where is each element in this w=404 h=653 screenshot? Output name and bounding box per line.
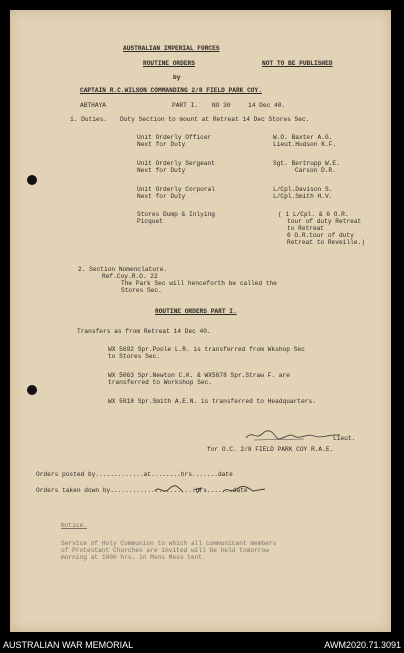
catalogue-number: AWM2020.71.3091	[324, 640, 401, 650]
duty-name: Lieut.Hudson K.F.	[273, 141, 337, 148]
duty-name: Carson D.R.	[295, 167, 336, 174]
notice-text: morning at 1000 hrs. in Mens Mess tent.	[61, 554, 206, 561]
transfer-entry: WX 5063 Spr.Newton C.K. & WX5878 Spr.Straw F. are	[108, 372, 290, 379]
picquet-detail: ( 1 L/Cpl. & 6 O.R.	[278, 211, 349, 218]
picquet-detail: tour of duty Retreat	[287, 218, 362, 225]
duty-role: Next for Duty	[137, 167, 186, 174]
notice-text: of Protestant Churches are invited will be held tomorrow	[61, 547, 269, 554]
section2-heading: 2. Section Nomenclature.	[78, 266, 168, 273]
transfer-entry: to Stores Sec.	[108, 353, 160, 360]
caption-bar	[0, 637, 404, 653]
order-number: NO 30	[212, 102, 231, 109]
by-label: by	[173, 74, 181, 81]
transfer-entry: transferred to Workshop Sec.	[108, 379, 212, 386]
duty-role: Unit Orderly Sergeant	[137, 160, 215, 167]
punch-hole	[27, 385, 37, 395]
picquet-detail: 6 O.R.tour of duty	[287, 232, 354, 239]
duty-role: Unit Orderly Officer	[137, 134, 212, 141]
duty-role: Picquet	[137, 218, 163, 225]
punch-hole	[27, 175, 37, 185]
picquet-detail: Retreat to Reveille.)	[287, 239, 365, 246]
part2-heading: ROUTINE ORDERS PART I.	[155, 308, 237, 315]
restriction-label: NOT TO BE PUBLISHED	[262, 60, 333, 67]
duty-name: Sgt. Bertrupp W.E.	[273, 160, 340, 167]
signatory-rank: Lieut.	[333, 435, 356, 442]
orders-title: ROUTINE ORDERS	[143, 60, 195, 67]
duty-role: Next for Duty	[137, 141, 186, 148]
signature-scrawl	[244, 428, 342, 442]
duties-heading: 1. Duties.	[70, 116, 108, 123]
signatory-unit: for O.C. 2/8 FIELD PARK COY R.A.E.	[207, 446, 334, 453]
orders-taken-line: Orders taken down by.......................hrs.......date	[36, 487, 248, 494]
part-number: PART I.	[172, 102, 198, 109]
duty-name: W.O. Baxter A.G.	[273, 134, 333, 141]
orders-posted-line: Orders posted by.............at........hrs.......date	[36, 471, 233, 478]
duty-name: L/Cpl.Davison S.	[273, 186, 333, 193]
duty-role: Unit Orderly Corporal	[137, 186, 215, 193]
section2-ref: Ref.Coy.R.O. 22	[102, 273, 158, 280]
commander-line: CAPTAIN R.C.WILSON COMMANDING 2/8 FIELD PARK COY.	[80, 87, 262, 94]
duty-role: Next for Duty	[137, 193, 186, 200]
force-title: AUSTRALIAN IMPERIAL FORCES	[123, 45, 220, 52]
order-date: 14 Dec 40.	[248, 102, 286, 109]
section2-text: The Park Sec will henceforth be called the	[121, 280, 277, 287]
picquet-detail: to Retreat	[287, 225, 325, 232]
section2-text: Stores Sec.	[121, 287, 162, 294]
notice-text: Service of Holy Communion to which all communicant members	[61, 540, 277, 547]
duty-name: L/Cpl.Smith H.V.	[273, 193, 333, 200]
transfer-entry: WX 5692 Spr.Poole L.R. is transferred from Wkshop Sec	[108, 346, 305, 353]
location: ABTHAYA	[80, 102, 106, 109]
institution-label: AUSTRALIAN WAR MEMORIAL	[3, 640, 134, 650]
transfers-intro: Transfers as from Retreat 14 Dec 40.	[77, 328, 211, 335]
notice-heading: Notice.	[61, 522, 87, 529]
transfer-entry: WX 5818 Spr.Smith A.E.N. is transferred to Headquarters.	[108, 398, 316, 405]
duty-role: Stores Dump & Inlying	[137, 211, 215, 218]
duties-intro: Duty Section to mount at Retreat 14 Dec Stores Sec.	[120, 116, 310, 123]
document-page	[10, 10, 391, 632]
